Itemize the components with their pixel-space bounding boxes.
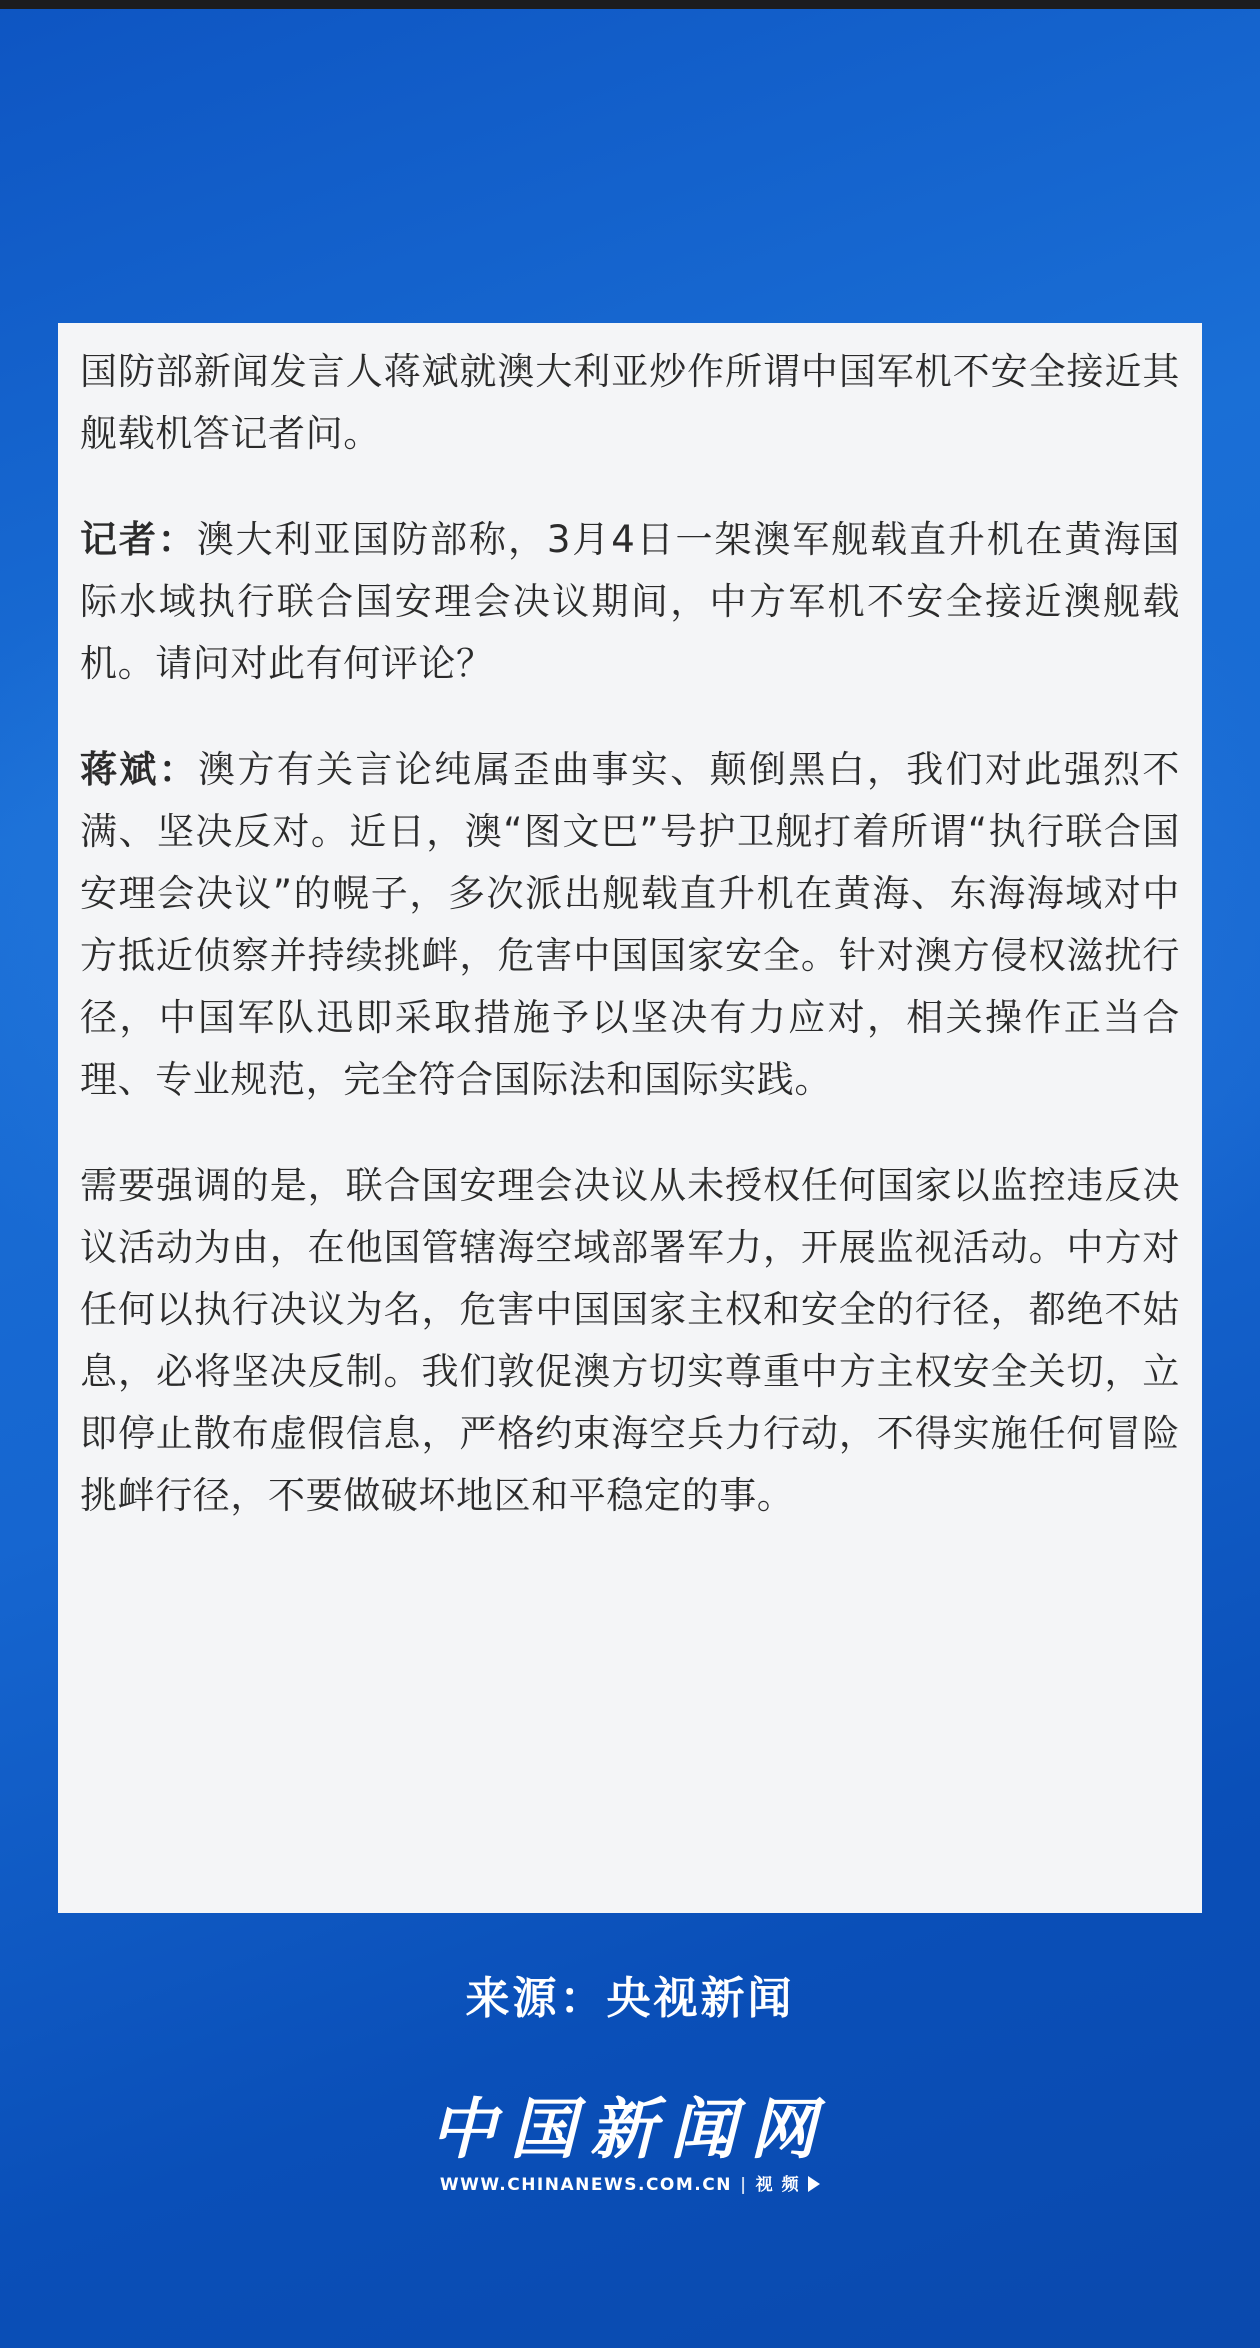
question-speaker: 记者：: [80, 518, 197, 561]
article-card: [58, 323, 1202, 1913]
question-text: 澳大利亚国防部称，3月4日一架澳军舰载直升机在黄海国际水域执行联合国安理会决议期间，中方军机不安全接近澳舰载机。请问对此有何评论？: [80, 518, 1180, 685]
chinanews-logo: [0, 2092, 1260, 2195]
article-intro: 国防部新闻发言人蒋斌就澳大利亚炒作所谓中国军机不安全接近其舰载机答记者问。: [80, 350, 1180, 455]
closing-paragraph: 需要强调的是，联合国安理会决议从未授权任何国家以监控违反决议活动为由，在他国管辖海空域部署军力，开展监视活动。中方对任何以执行决议为名，危害中国国家主权和安全的行径，都绝不姑息，必将坚决反制。我们敦促澳方切实尊重中方主权安全关切，立即停止散布虚假信息，严格约束海空兵力行动，不得实施任何冒险挑衅行径，不要做破坏地区和平稳定的事。: [80, 1164, 1180, 1517]
answer-paragraph: [80, 739, 1180, 1111]
source-credit: 来源：央视新闻: [465, 1973, 795, 2024]
logo-section: 视 频: [755, 2175, 801, 2195]
logo-url: WWW.CHINANEWS.COM.CN: [439, 2175, 732, 2195]
logo-name: 中国新闻网: [430, 2090, 830, 2168]
answer-text: 澳方有关言论纯属歪曲事实、颠倒黑白，我们对此强烈不满、坚决反对。近日，澳“图文巴”号护卫舰打着所谓“执行联合国安理会决议”的幌子，多次派出舰载直升机在黄海、东海海域对中方抵近侦察并持续挑衅，危害中国国家安全。针对澳方侵权滋扰行径，中国军队迅即采取措施予以坚决有力应对，相关操作正当合理、专业规范，完全符合国际法和国际实践。: [80, 748, 1180, 1101]
question-paragraph: [80, 509, 1180, 695]
play-icon: [808, 2176, 820, 2192]
status-bar-strip: [0, 0, 1260, 9]
answer-speaker: 蒋斌：: [80, 748, 199, 791]
logo-separator: |: [739, 2175, 748, 2195]
logo-subline: [0, 2170, 1260, 2195]
